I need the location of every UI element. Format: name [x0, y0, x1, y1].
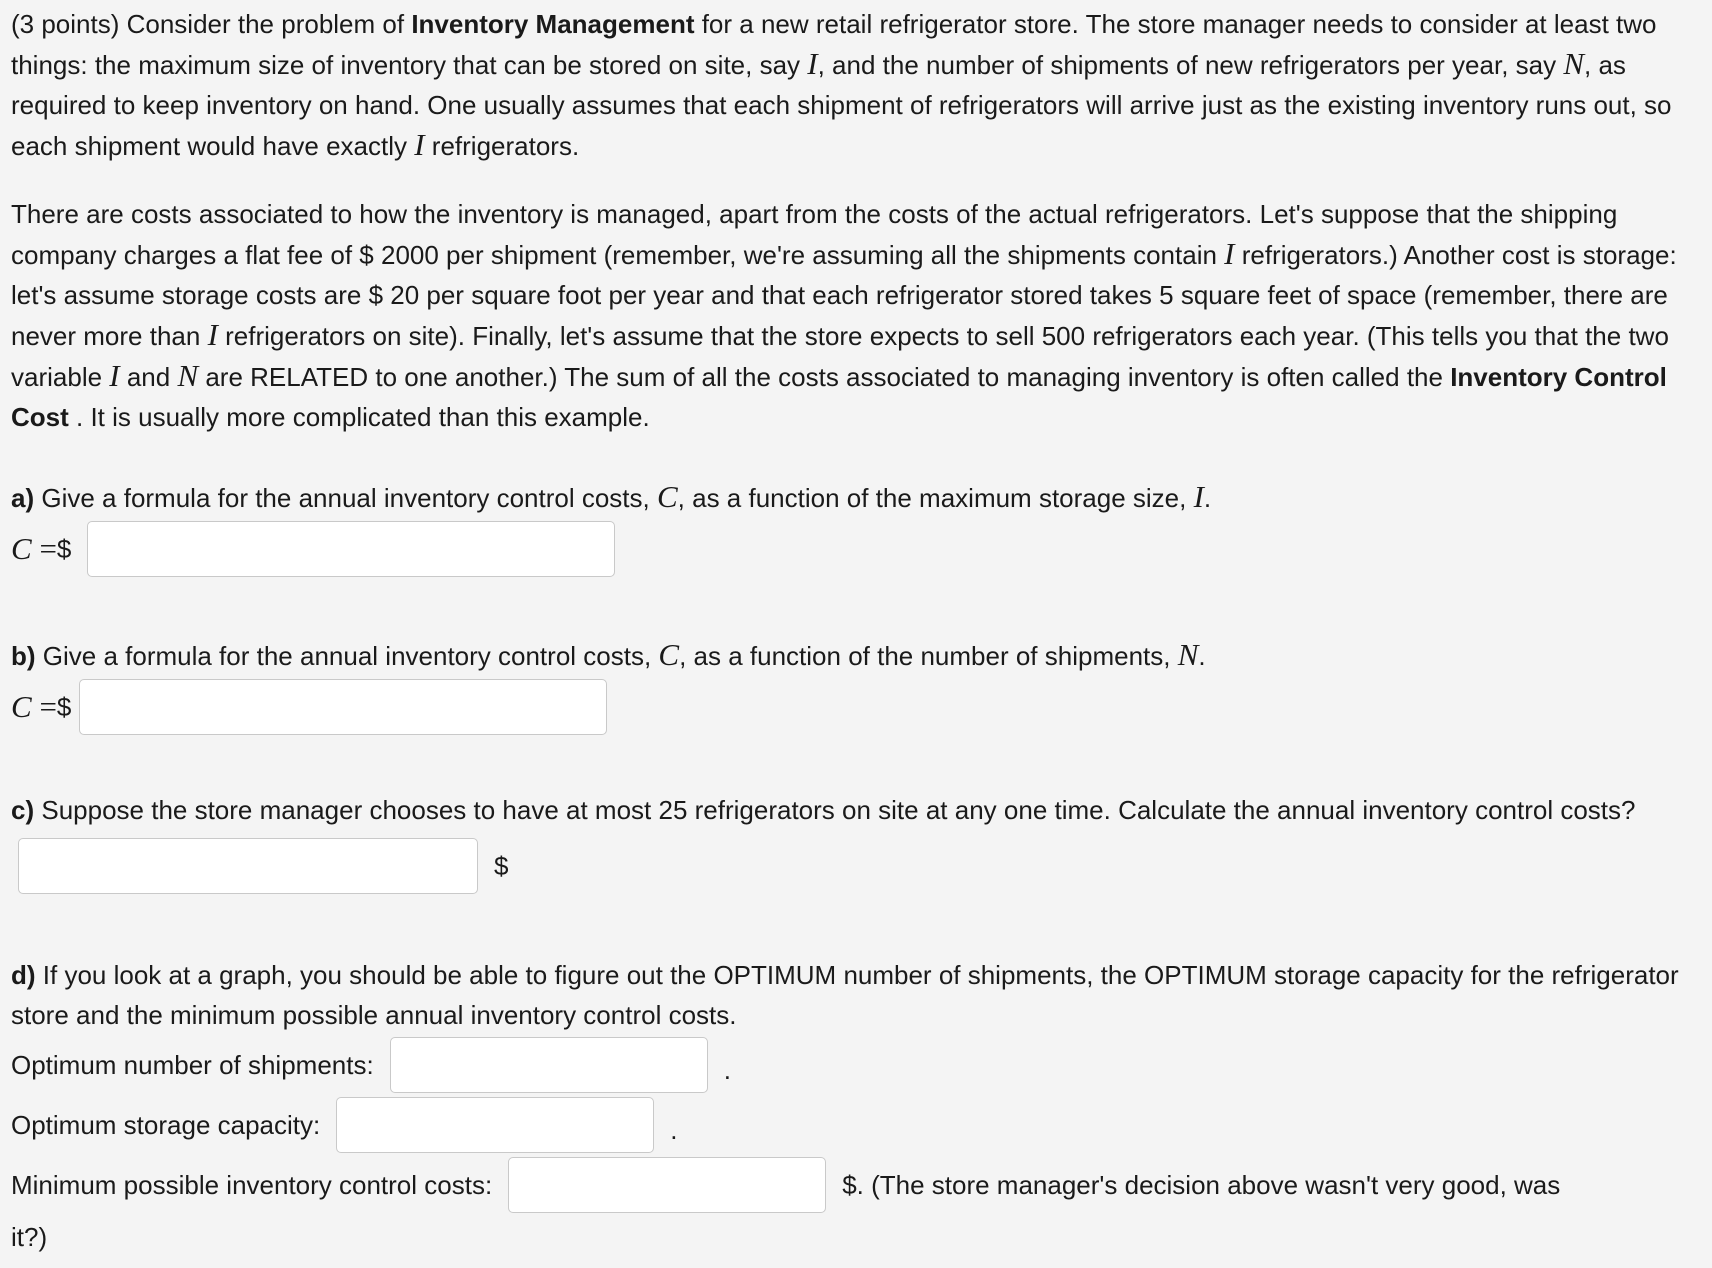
var-N: N	[177, 358, 199, 393]
part-c-input[interactable]	[18, 838, 478, 894]
optimum-shipments-input[interactable]	[390, 1037, 708, 1093]
costs-paragraph: There are costs associated to how the inventory is managed, apart from the costs of the actual refrigerators. Let's suppose that the shipping company charges a flat fee of $ 2000 per shipment (remember, we're assuming all the shipments contain I refrigerators.) Another cost is storage: let's assume storage costs are $ 20 per square foot per year and that each refrigerator stored takes 5 square feet of space (remember, there are never more than I refrigerators on site). Finally, let's assume that the store expects to sell 500 refrigerators each year. (This tells you that the two variable I and N are RELATED to one another.) The sum of all the costs associated to managing inventory is often called the Inventory Control Cost . It is usually more complicated than this example.	[11, 199, 1677, 432]
min-cost-input[interactable]	[508, 1157, 826, 1213]
part-a-equation: C =	[11, 531, 57, 566]
bold-term: Inventory Control Cost	[11, 362, 1667, 432]
optimum-capacity-label: Optimum storage capacity:	[11, 1110, 321, 1140]
part-a-answer-line: C = $	[11, 518, 1701, 580]
optimum-shipments-label: Optimum number of shipments:	[11, 1050, 374, 1080]
part-b-input[interactable]	[79, 679, 607, 735]
var-I: I	[414, 127, 425, 162]
part-c-unit: $	[494, 851, 509, 881]
part-a-input[interactable]	[87, 521, 615, 577]
part-c-label: c)	[11, 795, 35, 825]
part-b-label: b)	[11, 641, 36, 671]
part-d-label: d)	[11, 960, 36, 990]
part-a-label: a)	[11, 483, 35, 513]
points-label: (3 points) Consider the problem of	[11, 9, 412, 39]
min-cost-row	[11, 1155, 1701, 1215]
min-cost-label: Minimum possible inventory control costs:	[11, 1170, 493, 1200]
part-b-question: b) Give a formula for the annual inventory control costs, C, as a function of the number of shipments, N.	[11, 637, 1206, 672]
topic-title: Inventory Management	[411, 9, 695, 39]
part-a-question: a) Give a formula for the annual inventory control costs, C, as a function of the maximum storage size, I.	[11, 479, 1212, 514]
part-b-answer-line: C = $	[11, 676, 1701, 738]
part-c-answer-line	[11, 830, 1701, 902]
var-N: N	[1563, 46, 1585, 81]
var-I: I	[1224, 236, 1235, 271]
intro-paragraph: (3 points) Consider the problem of Inventory Management for a new retail refrigerator store. The store manager needs to consider at least two things: the maximum size of inventory that can be stored on site, say I, and the number of shipments of new refrigerators per year, say N, as required to keep inventory on hand. One usually assumes that each shipment of refrigerators will arrive just as the existing inventory runs out, so each shipment would have exactly I refrigerators.	[11, 9, 1672, 162]
part-d-question: d) If you look at a graph, you should be able to figure out the OPTIMUM number of shipments, the OPTIMUM storage capacity for the refrigerator store and the minimum possible annual inventory control costs.	[11, 960, 1679, 1030]
min-cost-suffix-2: it?)	[11, 1222, 48, 1252]
optimum-shipments-row: Optimum number of shipments: .	[11, 1035, 1701, 1095]
part-b-equation: C =	[11, 689, 57, 724]
optimum-capacity-row: Optimum storage capacity: .	[11, 1095, 1701, 1155]
var-I: I	[807, 46, 818, 81]
part-c-question: c) Suppose the store manager chooses to have at most 25 refrigerators on site at any one time. Calculate the annual inventory control costs?	[11, 795, 1636, 825]
var-I: I	[109, 358, 120, 393]
var-I: I	[207, 317, 218, 352]
min-cost-suffix: $. (The store manager's decision above wasn't very good, was	[842, 1170, 1561, 1200]
optimum-capacity-input[interactable]	[336, 1097, 654, 1153]
problem-page	[11, 4, 1701, 1257]
